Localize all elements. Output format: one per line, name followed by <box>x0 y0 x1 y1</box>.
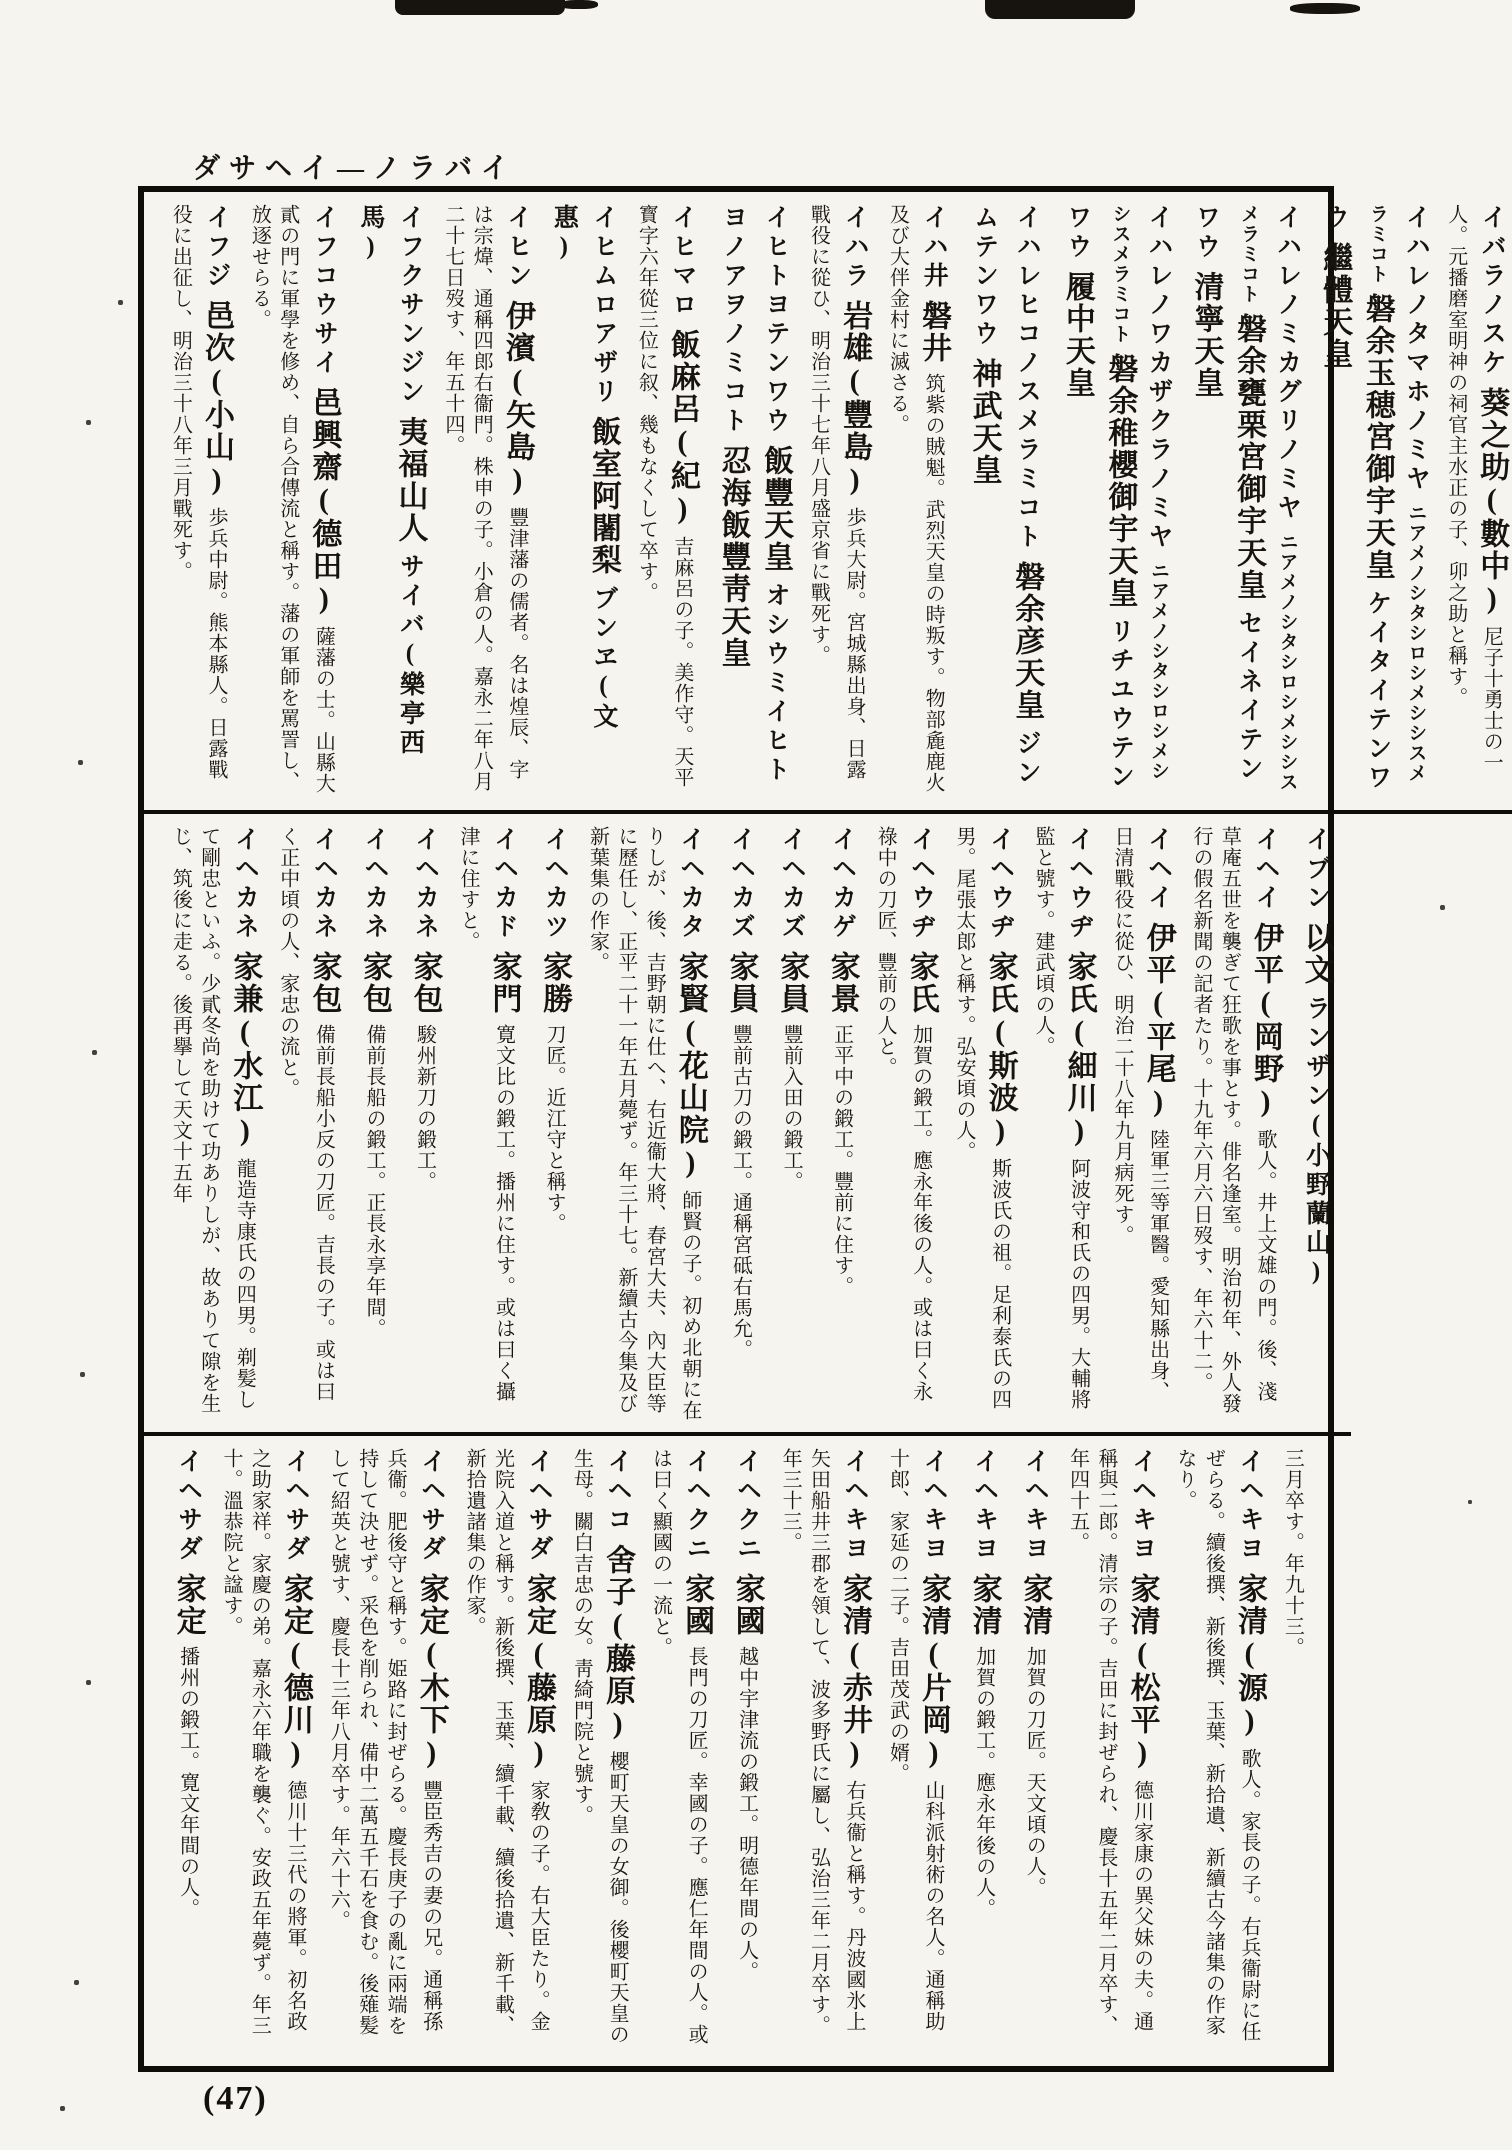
entry-name: 家定(藤原) <box>522 1573 556 1771</box>
entry-name: 家清(片岡) <box>917 1573 951 1771</box>
scan-noise <box>60 2106 65 2111</box>
entry-name: 舍子(藤原) <box>601 1544 635 1742</box>
entry-name: 家氏(細川) <box>1062 951 1096 1149</box>
entry-headword: イヘカド <box>490 826 518 942</box>
entry-body: 刀匠。近江守と稱す。 <box>543 1024 566 1234</box>
entry-body: 尼子十勇士の一人。元播磨室明神の祠官主水正の子、卯之助と稱す。 <box>1444 204 1503 773</box>
entry-body: 豐前入田の鍛工。 <box>780 1024 803 1192</box>
entry-name: 家包 <box>307 951 341 1015</box>
entry-name: 家清(赤井) <box>838 1573 872 1771</box>
entry-name: 家清 <box>1018 1573 1052 1637</box>
dictionary-entry <box>1055 204 1176 800</box>
entry-body: 櫻町天皇の女御。後櫻町天皇の生母。關白吉忠の女。靑綺門院と號す。 <box>570 1448 629 2045</box>
entry-body: 山科派射術の名人。通稱助十郎、家延の二子。吉田茂武の婿。 <box>886 1448 945 2032</box>
dictionary-entry <box>352 204 430 800</box>
entry-name: 磐余甕栗宮御宇天皇 <box>1232 313 1266 601</box>
entry-name: 磐余稚櫻御宇天皇 <box>1103 353 1137 609</box>
entry-body: 師賢の子。初め北朝に在りしが、後、吉野朝に仕へ、右近衞大將、春宮大夫、內大臣等に歷任し、正平二十一年五月薨ず。年三十七。新續古今集及び新葉集の作家。 <box>586 826 701 1421</box>
entry-body: 加賀の鍛工。應永年後の人。 <box>972 1646 995 1919</box>
entry-name: 家定 <box>171 1573 205 1637</box>
dictionary-entry <box>273 826 344 1422</box>
dictionary-entry <box>1187 826 1286 1422</box>
dictionary-entry <box>567 1448 638 2048</box>
entry-reading: ニアメノシタシロシメシシスメラミコト <box>1238 204 1298 792</box>
entry-body: 龍造寺康氏の四男。剃髪して剛忠といふ。少貳冬尚を助けて功ありしが、故ありて隙を生じ、筑後に走る。後再擧して天文十五年 <box>169 826 256 1414</box>
entry-body: 寛文比の鍛工。播州に住す。或は曰く攝津に住すと。 <box>456 826 515 1402</box>
entry-headword: イヘキヨ <box>920 1448 948 1564</box>
entry-headword: セイネイテンワウ <box>1192 204 1263 784</box>
scan-noise <box>78 760 83 765</box>
dictionary-entry <box>1171 1448 1270 2048</box>
scan-noise <box>86 420 91 425</box>
dictionary-frame <box>138 186 1509 2072</box>
entry-body: 家敎の子。右大臣たり。金光院入道と稱す。新後撰、玉葉、續千載、續後拾遺、新千載、新拾遺諸集の作家。 <box>463 1448 550 2036</box>
entry-headword: イヘイ <box>1144 826 1172 913</box>
entry-headword: イヘカネ <box>360 826 388 942</box>
entry-name: 家勝 <box>538 951 572 1015</box>
dictionary-band-1 <box>144 192 1512 814</box>
dictionary-entry <box>646 1448 717 2048</box>
entry-reading: ニアメノシタシロシメシシスメラミコト <box>1109 204 1169 781</box>
entry-name: 磐井 <box>917 300 951 364</box>
dictionary-entry <box>583 826 711 1422</box>
running-head-guide-words: ダサヘイ―ノラバイ <box>193 152 517 184</box>
entry-headword: イブン <box>1302 826 1330 913</box>
dictionary-entry <box>438 204 537 800</box>
entry-name: 家清(松平) <box>1125 1573 1159 1771</box>
entry-body: 歩兵中尉。熊本縣人。日露戰役に出征し、明治三十八年三月戰死す。 <box>169 204 227 780</box>
entry-headword: イヘイ <box>1251 826 1279 913</box>
dictionary-entry <box>1278 1448 1306 2048</box>
dictionary-entry <box>711 204 796 800</box>
dictionary-entry <box>324 1448 452 2048</box>
dictionary-entry <box>533 826 576 1422</box>
entry-body: 豐臣秀吉の妻の兄。通稱孫兵衞。肥後守と稱す。姫路に封ぜらる。慶長庚子の亂に兩端を持して決せず。采色を削られ、備中二萬五千石を食む。後薙髪して紹英と號す、慶長十三年八月卒す。年六十六。 <box>327 1448 442 2036</box>
entry-name: 家氏 <box>904 951 938 1015</box>
entry-headword: イフコウサイ <box>310 204 338 378</box>
entry-body: 歩兵大尉。宮城縣出身、日露戰役に從ひ、明治三十七年八月盛京省に戰死す。 <box>807 204 866 780</box>
entry-body: 德川十三代の將軍。初名政之助家祥。家慶の弟。嘉永六年職を襲ぐ。安政五年薨ず。年三十。溫恭院と諡す。 <box>219 1448 306 2036</box>
entry-body: 豐前古刀の鍛工。通稱宮砥右馬允。 <box>729 1024 752 1360</box>
entry-body: 備前長船の鍛工。正長永享年間。 <box>362 1024 385 1339</box>
entry-headword: イヘウヂ <box>1065 826 1093 942</box>
entry-headword: イハレノワカザクラノミヤ <box>1144 204 1172 552</box>
entry-headword: イヘカズ <box>778 826 806 942</box>
entry-headword: イヘサダ <box>525 1448 553 1564</box>
entry-headword: イヘカネ <box>411 826 439 942</box>
entry-body: 駿州新刀の鍛工。 <box>413 1024 436 1192</box>
entry-name: 夷福山人 <box>393 416 427 544</box>
entry-headword: イヘコ <box>604 1448 632 1535</box>
dictionary-entry <box>166 826 265 1422</box>
scan-noise <box>1290 3 1360 14</box>
entry-headword: ケイタイテンワウ <box>1321 204 1391 793</box>
entry-body: 陸軍三等軍醫。愛知縣出身、日清戰役に從ひ、明治二十八年九月病死す。 <box>1111 826 1169 1402</box>
entry-headword: イヘサダ <box>281 1448 309 1564</box>
entry-reading: ニアメノシタシロシメシシスメラミコト <box>1366 204 1427 783</box>
entry-body: 備前長船小反の刀匠。吉長の子。或は曰く正中頃の人、家忠の流と。 <box>276 826 335 1402</box>
entry-headword: イヘウヂ <box>986 826 1014 942</box>
entry-name: 家門 <box>487 951 521 1015</box>
entry-name: 家國 <box>730 1573 764 1637</box>
entry-name: 神武天皇 <box>967 358 1001 486</box>
entry-headword: イヒムロアザリ <box>589 204 617 407</box>
scan-noise <box>395 0 565 15</box>
dictionary-entry <box>1029 826 1100 1422</box>
entry-headword: イバラノスケ <box>1478 204 1506 378</box>
dictionary-entry <box>719 826 762 1422</box>
scan-noise <box>92 1050 97 1055</box>
dictionary-entry <box>166 204 237 800</box>
scan-noise <box>86 1680 91 1685</box>
dictionary-entry <box>776 1448 875 2048</box>
entry-name: 伊平(岡野) <box>1248 922 1282 1120</box>
entry-body: 右兵衞と稱す。丹波國氷上矢田船井三郡を領して、波多野氏に屬し、弘治三年二月卒す。年三十三。 <box>779 1448 866 2036</box>
scan-noise <box>1440 905 1445 910</box>
entry-body: 播州の鍛工。寛文年間の人。 <box>176 1646 199 1919</box>
entry-name: 磐余玉穂宮御宇天皇 <box>1360 293 1394 581</box>
entry-headword: イフジ <box>202 204 230 291</box>
entry-body: 越中宇津流の鍛工。明德年間の人。 <box>735 1646 758 1982</box>
entry-headword: サイバ(樂亭西馬) <box>356 204 424 758</box>
dictionary-entry <box>950 826 1021 1422</box>
dictionary-entry <box>1108 826 1179 1422</box>
dictionary-entry <box>871 826 942 1422</box>
entry-body: 豐津藩の儒者。名は煌辰、字は宗煒、通稱四郎右衞門。株申の子。小倉の人。嘉永二年八月二十七日歿す、年五十四。 <box>441 204 528 792</box>
entry-name: 家兼(水江) <box>228 951 262 1149</box>
entry-body: 歌人。井上文雄の門。後、淺草庵五世を襲ぎて狂歌を事とす。俳名逢室。明治初年、外人發行の假名新聞の記者たり。十九年六月六日歿す、年六十二。 <box>1190 826 1276 1414</box>
entry-headword: イヘカネ <box>231 826 259 942</box>
entry-body: 長門の刀匠。幸國の子。應仁年間の人。或は曰く顯國の一流と。 <box>649 1448 708 2045</box>
dictionary-entry <box>804 204 875 800</box>
dictionary-entry <box>632 204 703 800</box>
scan-noise <box>118 300 123 305</box>
entry-name: 家景 <box>825 951 859 1015</box>
entry-body: 筑紫の賊魁。武烈天皇の時叛す。物部麁鹿火及び大伴金村に滅さる。 <box>886 204 945 793</box>
entry-name: 清寧天皇 <box>1189 271 1223 399</box>
entry-name: 飯麻呂(紀) <box>665 329 699 527</box>
entry-body: 三月卒す。年九十三。 <box>1281 1448 1304 1658</box>
entry-headword: イヘサダ <box>174 1448 202 1564</box>
entry-headword: イハレノミカグリノミヤ <box>1273 204 1301 523</box>
entry-headword: イヘキヨ <box>841 1448 869 1564</box>
entry-body: 斯波氏の祖。足利泰氏の四男。尾張太郎と稱す。弘安頃の人。 <box>953 826 1011 1410</box>
dictionary-band-3 <box>144 1436 1320 2058</box>
dictionary-band-2 <box>144 814 1351 1436</box>
entry-headword: イヘカツ <box>541 826 569 942</box>
entry-name: 磐余彦天皇 <box>1010 561 1044 721</box>
entry-body: 加賀の鍛工。應永年後の人。或は曰く永祿中の刀匠、豐前の人と。 <box>874 826 932 1402</box>
entry-headword: イハラ <box>841 204 869 291</box>
entry-name: 家氏(斯波) <box>983 951 1017 1149</box>
entry-body: 正平中の鍛工。豐前に住す。 <box>830 1024 853 1297</box>
entry-name: 家清(源) <box>1232 1573 1266 1739</box>
entry-name: 繼體天皇 <box>1318 242 1352 370</box>
dictionary-entry <box>962 204 1047 800</box>
dictionary-entry <box>769 826 812 1422</box>
entry-headword: イヒマロ <box>668 204 696 320</box>
scan-noise <box>560 0 598 9</box>
page-number: (47) <box>203 2080 268 2117</box>
entry-headword: イヘクニ <box>733 1448 761 1564</box>
dictionary-entry <box>962 1448 1005 2048</box>
entry-body: 德川家康の異父妹の夫。通稱與二郎。清宗の子。吉田に封ぜられ、慶長十五年二月卒す、年四十五。 <box>1066 1448 1153 2036</box>
dictionary-entry <box>725 1448 768 2048</box>
entry-name: 岩雄(豐島) <box>838 300 872 498</box>
dictionary-entry <box>883 204 954 800</box>
entry-name: 履中天皇 <box>1060 271 1094 399</box>
entry-headword: ジンムテンワウ <box>970 204 1041 788</box>
dictionary-entry <box>217 1448 316 2048</box>
dictionary-entry <box>1184 204 1305 800</box>
entry-headword: イヒトヨテンワウ <box>762 204 790 436</box>
entry-name: 以文 <box>1299 922 1333 986</box>
dictionary-entry <box>460 1448 559 2048</box>
entry-name: 家包 <box>357 951 391 1015</box>
dictionary-entry <box>1441 204 1512 800</box>
entry-headword: イヘキヨ <box>970 1448 998 1564</box>
entry-name: 家定(木下) <box>414 1573 448 1771</box>
dictionary-entry <box>166 1448 209 2048</box>
entry-headword: イヘカタ <box>676 826 704 942</box>
entry-name: 飯室阿闍梨 <box>586 416 620 576</box>
entry-headword: イヘカズ <box>727 826 755 942</box>
dictionary-entry <box>546 204 624 800</box>
entry-headword: リチユウテンワウ <box>1063 204 1134 792</box>
entry-name: 家包 <box>408 951 442 1015</box>
dictionary-entry <box>352 826 395 1422</box>
entry-name: 葵之助(數中) <box>1475 387 1509 617</box>
dictionary-entry <box>1063 1448 1162 2048</box>
entry-headword: イヘクニ <box>683 1448 711 1564</box>
entry-name: 家賢(花山院) <box>673 951 707 1181</box>
dictionary-entry <box>245 204 344 800</box>
entry-name: 家員 <box>775 951 809 1015</box>
entry-body: 吉麻呂の子。美作守。天平寳字六年從三位に叙、幾もなくして卒す。 <box>635 204 693 788</box>
entry-body: 歌人。家長の子。右兵衞尉に任ぜらる。續後撰、新後撰、玉葉、新拾遺、新續古今諸集の作家なり。 <box>1173 1448 1260 2042</box>
entry-headword: イハ井 <box>920 204 948 291</box>
entry-headword: イヘサダ <box>417 1448 445 1564</box>
entry-headword: イヘキヨ <box>1021 1448 1049 1564</box>
scan-noise <box>985 0 1135 19</box>
scan-noise <box>74 1980 79 1985</box>
entry-name: 家員 <box>724 951 758 1015</box>
entry-name: 家國 <box>680 1573 714 1637</box>
entry-name: 邑次(小山) <box>199 300 233 498</box>
entry-headword: イヘカゲ <box>828 826 856 942</box>
entry-name: 伊濱(矢島) <box>500 300 534 498</box>
scan-noise <box>80 1372 85 1377</box>
entry-body: 薩藩の士。山縣大貳の門に軍學を修め、自ら合傳流と稱す。藩の軍師を罵詈し、放逐せらる。 <box>248 204 335 794</box>
entry-name: 家定(德川) <box>278 1573 312 1771</box>
entry-headword: オシウミイヒトヨノアヲノミコト <box>719 204 790 785</box>
entry-headword: イヘキヨ <box>1235 1448 1263 1564</box>
entry-headword: ブンヱ(文惠) <box>550 204 617 732</box>
dictionary-entry <box>1294 826 1337 1422</box>
entry-name: 飯豐天皇 <box>759 445 793 573</box>
entry-headword: イハレヒコノスメラミコト <box>1013 204 1041 552</box>
entry-headword: イハレノタマホノミヤ <box>1402 204 1430 494</box>
entry-name: 家清 <box>967 1573 1001 1637</box>
dictionary-entry <box>883 1448 954 2048</box>
entry-name: 邑興齋(德田) <box>307 387 341 617</box>
entry-headword: イヘカネ <box>310 826 338 942</box>
entry-body: 阿波守和氏の四男。大輔將監と號す。建武頃の人。 <box>1032 826 1090 1410</box>
scan-noise <box>1468 1500 1472 1504</box>
dictionary-entry <box>454 826 525 1422</box>
entry-headword: イヘウヂ <box>907 826 935 942</box>
entry-body: 加賀の刀匠。天文頃の人。 <box>1023 1646 1046 1898</box>
dictionary-entry <box>403 826 446 1422</box>
dictionary-entry <box>1013 1448 1056 2048</box>
entry-headword: イフクサンジン <box>396 204 424 407</box>
dictionary-entry <box>1313 204 1434 800</box>
entry-name: 伊平(平尾) <box>1141 922 1175 1120</box>
entry-headword: イヘキヨ <box>1128 1448 1156 1564</box>
entry-headword: イヒン <box>503 204 531 291</box>
entry-name: 忍海飯豐靑天皇 <box>716 445 750 669</box>
entry-headword: ランザン(小野蘭山) <box>1302 995 1330 1289</box>
dictionary-entry <box>820 826 863 1422</box>
